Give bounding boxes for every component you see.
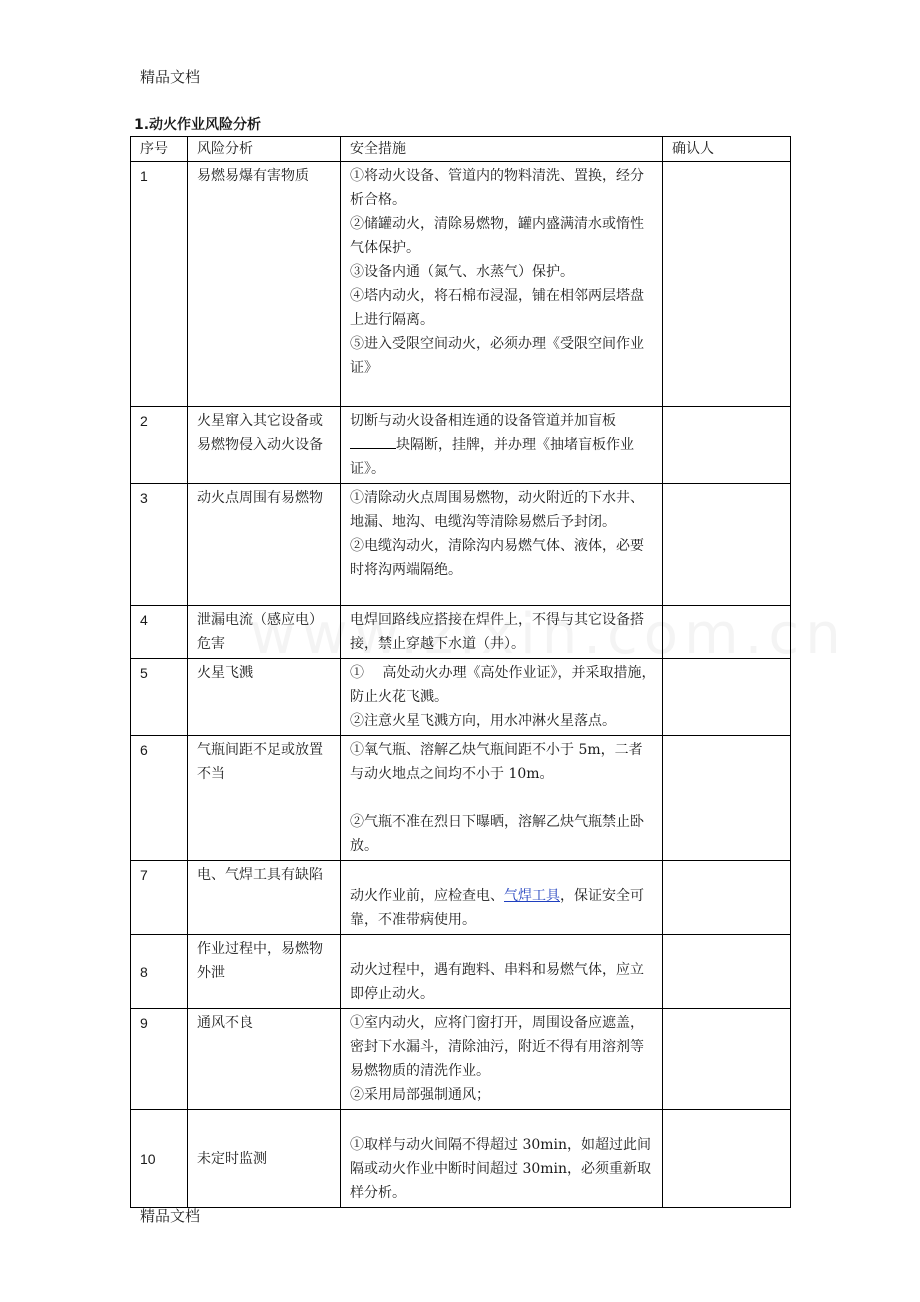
measure-item: ①氧气瓶、溶解乙炔气瓶间距不小于 5m，二者与动火地点之间均不小于 10m。 xyxy=(350,742,643,782)
risk-analysis-table xyxy=(130,136,791,1208)
measures-cell xyxy=(341,659,663,736)
measures-cell xyxy=(341,736,663,861)
confirm-cell[interactable] xyxy=(663,935,791,1009)
table-row xyxy=(131,659,791,736)
table-row xyxy=(131,736,791,861)
table-row xyxy=(131,1009,791,1110)
table-row xyxy=(131,1110,791,1208)
row-number: 8 xyxy=(131,935,188,1009)
measure-item: ①室内动火，应将门窗打开，周围设备应遮盖，密封下水漏斗，清除油污，附近不得有用溶剂等易燃物质的清洗作业。 xyxy=(350,1015,644,1079)
risk-cell: 易燃易爆有害物质 xyxy=(188,162,341,407)
measures-cell xyxy=(341,606,663,659)
row-number: 1 xyxy=(131,162,188,407)
table-row xyxy=(131,861,791,935)
row-number: 6 xyxy=(131,736,188,861)
measures-cell xyxy=(341,935,663,1009)
confirm-cell[interactable] xyxy=(663,484,791,606)
confirm-cell[interactable] xyxy=(663,606,791,659)
measure-item: ①清除动火点周围易燃物，动火附近的下水井、地漏、地沟、电缆沟等清除易燃后予封闭。 xyxy=(350,490,644,530)
table-row xyxy=(131,606,791,659)
table-row xyxy=(131,935,791,1009)
column-header-no: 序号 xyxy=(131,137,188,162)
page-header: 精品文档 xyxy=(140,68,201,86)
measure-item: ③设备内通（氮气、水蒸气）保护。 xyxy=(350,264,574,280)
row-number: 9 xyxy=(131,1009,188,1110)
measures-cell xyxy=(341,1009,663,1110)
page-footer: 精品文档 xyxy=(140,1207,201,1225)
confirm-cell[interactable] xyxy=(663,659,791,736)
measure-item: 动火过程中，遇有跑料、串料和易燃气体，应立即停止动火。 xyxy=(350,962,644,1002)
table-row xyxy=(131,484,791,606)
risk-cell: 泄漏电流（感应电）危害 xyxy=(188,606,341,659)
confirm-cell[interactable] xyxy=(663,407,791,484)
row-number: 7 xyxy=(131,861,188,935)
welding-tools-link[interactable]: 气焊工具 xyxy=(504,888,560,904)
column-header-measures: 安全措施 xyxy=(341,137,663,162)
confirm-cell[interactable] xyxy=(663,861,791,935)
risk-cell: 火星飞溅 xyxy=(188,659,341,736)
confirm-cell[interactable] xyxy=(663,736,791,861)
measure-item: ④塔内动火，将石棉布浸湿，铺在相邻两层塔盘上进行隔离。 xyxy=(350,288,644,328)
risk-cell: 电、气焊工具有缺陷 xyxy=(188,861,341,935)
row-number: 5 xyxy=(131,659,188,736)
measure-item: ②注意火星飞溅方向，用水冲淋火星落点。 xyxy=(350,713,616,729)
measure-item: ②采用局部强制通风； xyxy=(350,1087,490,1103)
column-header-confirm: 确认人 xyxy=(663,137,791,162)
table-row xyxy=(131,162,791,407)
measure-text: ，保证安全可靠，不准带病使用。 xyxy=(350,888,644,928)
measure-text: 切断与动火设备相连通的设备管道并加盲板 xyxy=(350,413,616,429)
measure-item: ②储罐动火，清除易燃物，罐内盛满清水或惰性气体保护。 xyxy=(350,216,644,256)
risk-cell: 未定时监测 xyxy=(188,1110,341,1208)
risk-cell: 动火点周围有易燃物 xyxy=(188,484,341,606)
measures-cell xyxy=(341,407,663,484)
measure-item: ⑤进入受限空间动火，必须办理《受限空间作业证》 xyxy=(350,336,644,376)
measure-text: 动火作业前，应检查电、 xyxy=(350,888,504,904)
column-header-risk: 风险分析 xyxy=(188,137,341,162)
risk-cell: 火星窜入其它设备或易燃物侵入动火设备 xyxy=(188,407,341,484)
measures-cell xyxy=(341,1110,663,1208)
measure-item: ②电缆沟动火，清除沟内易燃气体、液体，必要时将沟两端隔绝。 xyxy=(350,538,644,578)
row-number: 3 xyxy=(131,484,188,606)
risk-cell: 作业过程中，易燃物外泄 xyxy=(188,935,341,1009)
measure-item: ① 高处动火办理《高处作业证》，并采取措施，防止火花飞溅。 xyxy=(350,665,656,705)
row-number: 2 xyxy=(131,407,188,484)
confirm-cell[interactable] xyxy=(663,1110,791,1208)
confirm-cell[interactable] xyxy=(663,1009,791,1110)
table-row xyxy=(131,407,791,484)
row-number: 4 xyxy=(131,606,188,659)
confirm-cell[interactable] xyxy=(663,162,791,407)
measure-text: 块隔断，挂牌，并办理《抽堵盲板作业证》。 xyxy=(350,437,634,477)
fill-blank[interactable] xyxy=(350,433,396,449)
row-number: 10 xyxy=(131,1110,188,1208)
measure-item: ①将动火设备、管道内的物料清洗、置换，经分析合格。 xyxy=(350,168,644,208)
measure-item: ②气瓶不准在烈日下曝晒，溶解乙炔气瓶禁止卧放。 xyxy=(350,814,644,854)
measure-item: ①取样与动火间隔不得超过 30min，如超过此间隔或动火作业中断时间超过 30min，必须重新取样分析。 xyxy=(350,1137,652,1201)
measures-cell xyxy=(341,484,663,606)
risk-cell: 气瓶间距不足或放置不当 xyxy=(188,736,341,861)
table-header-row xyxy=(131,137,791,162)
risk-cell: 通风不良 xyxy=(188,1009,341,1110)
measure-item: 电焊回路线应搭接在焊件上，不得与其它设备搭接，禁止穿越下水道（井）。 xyxy=(350,612,644,652)
measures-cell xyxy=(341,861,663,935)
document-title: 1.动火作业风险分析 xyxy=(134,117,262,133)
measures-cell xyxy=(341,162,663,407)
